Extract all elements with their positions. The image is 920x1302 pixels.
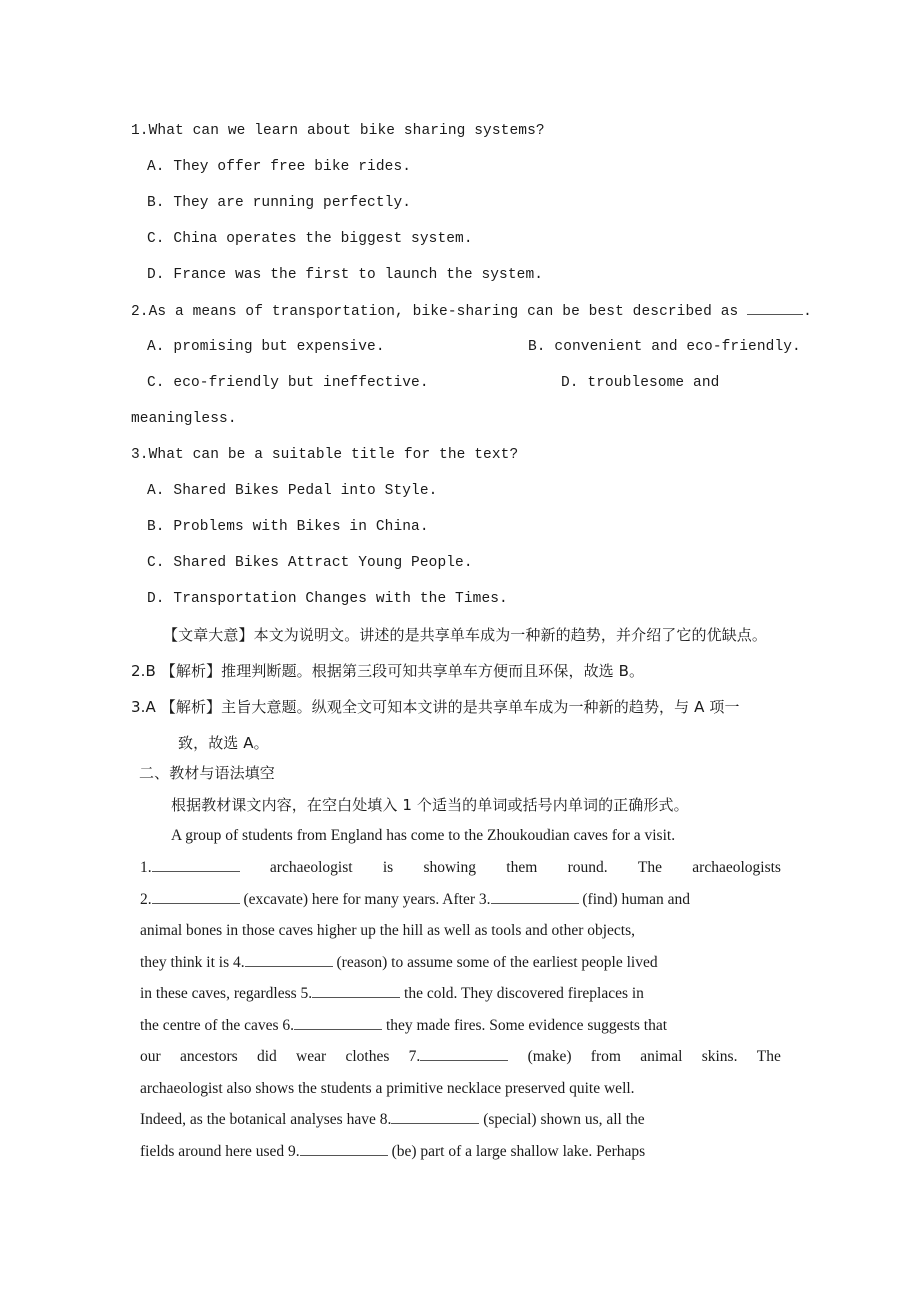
answer-blank-4 bbox=[245, 954, 333, 967]
answer-blank-6 bbox=[294, 1017, 382, 1030]
answer-blank bbox=[420, 1048, 508, 1061]
question-1-option-b: B. They are running perfectly. bbox=[147, 195, 412, 211]
answer-blank bbox=[747, 302, 803, 315]
passage-line-10: fields around here used 9. (be) part of a large shallow lake. Perhaps bbox=[140, 1143, 646, 1160]
passage-line-3: animal bones in those caves higher up the hill as well as tools and other objects, bbox=[140, 922, 636, 939]
question-3-stem: 3.What can be a suitable title for the text? bbox=[131, 447, 519, 463]
question-2-stem bbox=[131, 302, 812, 321]
passage-line-6: the centre of the caves 6. they made fires. Some evidence suggests that bbox=[140, 1017, 668, 1034]
word: clothes bbox=[345, 1048, 390, 1065]
question-1-option-d: D. France was the first to launch the system. bbox=[147, 267, 544, 283]
word: our bbox=[140, 1048, 161, 1065]
passage-line-8: archaeologist also shows the students a primitive necklace preserved quite well. bbox=[140, 1080, 635, 1097]
blank-7: 7. bbox=[409, 1048, 509, 1066]
question-2-stem-end: . bbox=[803, 304, 812, 320]
answer-blank-3 bbox=[491, 891, 579, 904]
article-summary: 【文章大意】本文为说明文。讲述的是共享单车成为一种新的趋势，并介绍了它的优缺点。 bbox=[163, 626, 768, 644]
passage-line-5: in these caves, regardless 5. the cold. They discovered fireplaces in bbox=[140, 985, 644, 1002]
question-1-option-a: A. They offer free bike rides. bbox=[147, 159, 412, 175]
passage-line-4: they think it is 4. (reason) to assume some of the earliest people lived bbox=[140, 954, 658, 971]
question-3-option-a: A. Shared Bikes Pedal into Style. bbox=[147, 483, 438, 499]
question-2-option-a: A. promising but expensive. bbox=[147, 339, 385, 355]
passage-line-7 bbox=[140, 1048, 781, 1066]
question-2-option-d-continued: meaningless. bbox=[131, 411, 237, 427]
question-2-stem-text: 2.As a means of transportation, bike-sharing can be best described as bbox=[131, 304, 748, 320]
answer-blank-8 bbox=[391, 1111, 479, 1124]
question-2-option-b: B. convenient and eco-friendly. bbox=[528, 339, 801, 355]
word: skins. bbox=[701, 1048, 738, 1065]
passage-line-2: 2. (excavate) here for many years. After 3. (find) human and bbox=[140, 891, 690, 908]
word: archaeologists bbox=[692, 859, 781, 876]
question-1-stem: 1.What can we learn about bike sharing systems? bbox=[131, 123, 545, 139]
answer-blank-5 bbox=[312, 985, 400, 998]
word: ancestors bbox=[179, 1048, 238, 1065]
word: wear bbox=[296, 1048, 327, 1065]
question-3-option-c: C. Shared Bikes Attract Young People. bbox=[147, 555, 473, 571]
answer-blank bbox=[152, 859, 240, 872]
word: them bbox=[506, 859, 538, 876]
answer-3-explanation: 3.A 【解析】主旨大意题。纵观全文可知本文讲的是共享单车成为一种新的趋势，与 A 项一 bbox=[131, 698, 740, 716]
answer-2-explanation: 2.B 【解析】推理判断题。根据第三段可知共享单车方便而且环保，故选 B。 bbox=[131, 662, 645, 680]
word: round. bbox=[567, 859, 608, 876]
passage-line-9: Indeed, as the botanical analyses have 8. (special) shown us, all the bbox=[140, 1111, 645, 1128]
question-3-option-b: B. Problems with Bikes in China. bbox=[147, 519, 429, 535]
word: showing bbox=[423, 859, 476, 876]
word: The bbox=[756, 1048, 781, 1065]
answer-3-explanation-continued: 致，故选 A。 bbox=[178, 734, 269, 752]
word: is bbox=[382, 859, 394, 876]
word: from bbox=[590, 1048, 621, 1065]
passage-line-1 bbox=[140, 859, 781, 877]
word: archaeologist bbox=[269, 859, 353, 876]
passage-intro: A group of students from England has come to the Zhoukoudian caves for a visit. bbox=[171, 827, 676, 844]
word: did bbox=[256, 1048, 277, 1065]
question-2-option-d: D. troublesome and bbox=[561, 375, 720, 391]
word: animal bbox=[640, 1048, 683, 1065]
answer-blank-2 bbox=[152, 891, 240, 904]
section-heading: 二、教材与语法填空 bbox=[139, 764, 275, 782]
question-3-option-d: D. Transportation Changes with the Times. bbox=[147, 591, 508, 607]
question-2-option-c: C. eco-friendly but ineffective. bbox=[147, 375, 429, 391]
word: (make) bbox=[527, 1048, 572, 1065]
word: The bbox=[637, 859, 662, 876]
section-instruction: 根据教材课文内容，在空白处填入 1 个适当的单词或括号内单词的正确形式。 bbox=[171, 796, 689, 814]
answer-blank-9 bbox=[300, 1143, 388, 1156]
question-1-option-c: C. China operates the biggest system. bbox=[147, 231, 473, 247]
blank-1: 1. bbox=[140, 859, 240, 877]
